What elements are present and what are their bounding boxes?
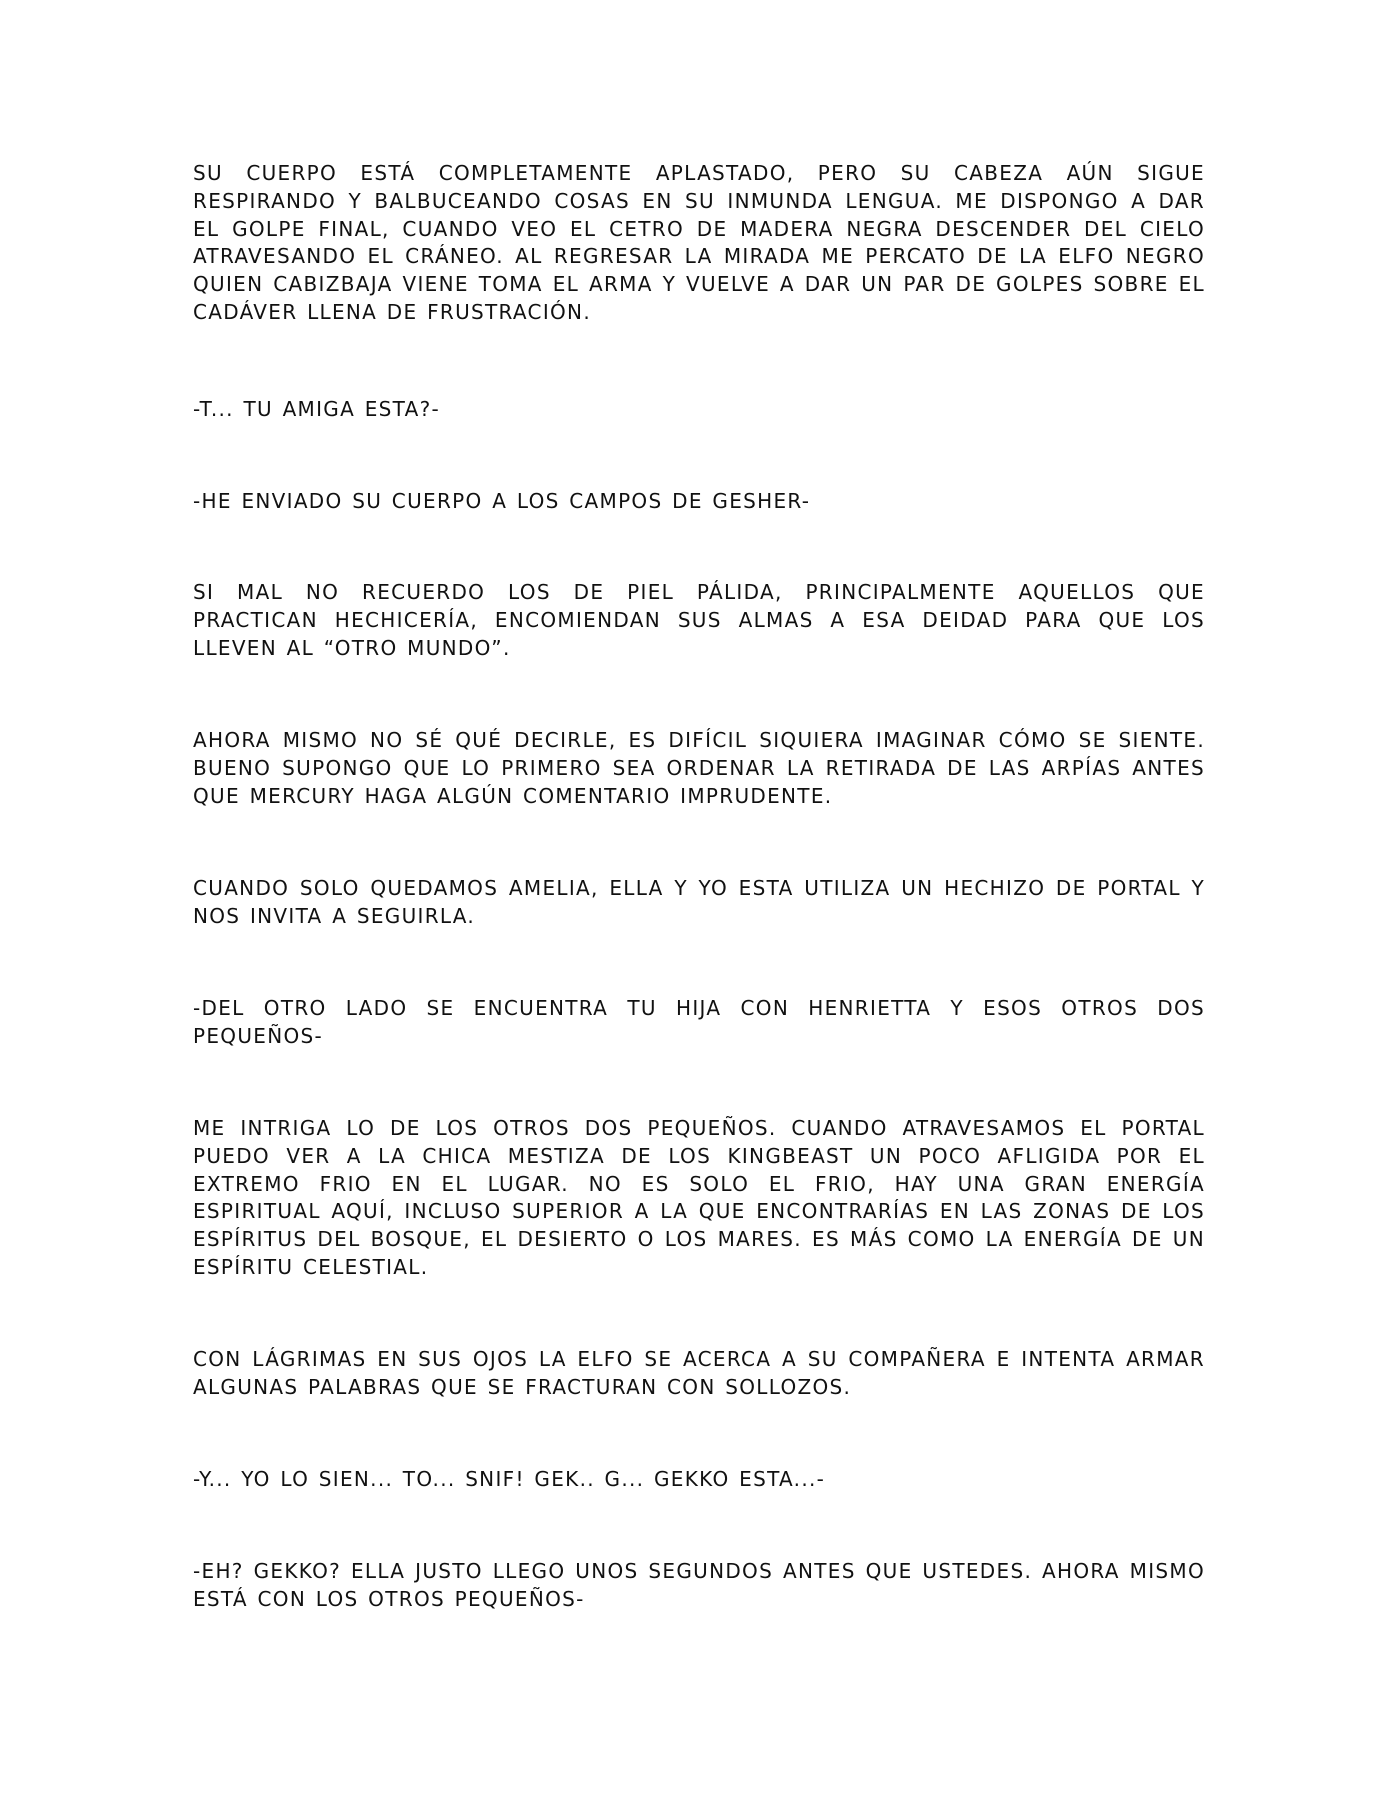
paragraph-narration-2: SI MAL NO RECUERDO LOS DE PIEL PÁLIDA, PRINCIPALMENTE AQUELLOS QUE PRACTICAN HECHICERÍA, ENCOMIENDAN SUS ALMAS A ESA DEIDAD PARA QUE LOS LLEVEN AL “OTRO MUNDO”. [193,580,1205,660]
paragraph-narration-4: CUANDO SOLO QUEDAMOS AMELIA, ELLA Y YO ESTA UTILIZA UN HECHIZO DE PORTAL Y NOS INVITA A SEGUIRLA. [193,876,1205,928]
paragraph-dialogue-4: -Y... YO LO SIEN... TO... SNIF! GEK.. G... GEKKO ESTA...- [193,1467,826,1491]
paragraph-narration-6: CON LÁGRIMAS EN SUS OJOS LA ELFO SE ACERCA A SU COMPAÑERA E INTENTA ARMAR ALGUNAS PALABRAS QUE SE FRACTURAN CON SOLLOZOS. [193,1347,1205,1399]
paragraph-dialogue-2: -HE ENVIADO SU CUERPO A LOS CAMPOS DE GESHER- [193,489,811,513]
paragraph-dialogue-3: -DEL OTRO LADO SE ENCUENTRA TU HIJA CON HENRIETTA Y ESOS OTROS DOS PEQUEÑOS- [193,996,1205,1048]
paragraph-narration-5: ME INTRIGA LO DE LOS OTROS DOS PEQUEÑOS. CUANDO ATRAVESAMOS EL PORTAL PUEDO VER A LA CHICA MESTIZA DE LOS KINGBEAST UN POCO AFLIGIDA POR EL EXTREMO FRIO EN EL LUGAR. NO ES SOLO EL FRIO, HAY UNA GRAN ENERGÍA ESPIRITUAL AQUÍ, INCLUSO SUPERIOR A LA QUE ENCONTRARÍAS EN LAS ZONAS DE LOS ESPÍRITUS DEL BOSQUE, EL DESIERTO O LOS MARES. ES MÁS COMO LA ENERGÍA DE UN ESPÍRITU CELESTIAL. [193,1116,1205,1279]
paragraph-dialogue-5: -EH? GEKKO? ELLA JUSTO LLEGO UNOS SEGUNDOS ANTES QUE USTEDES. AHORA MISMO ESTÁ CON LOS OTROS PEQUEÑOS- [193,1559,1205,1611]
paragraph-narration-1: SU CUERPO ESTÁ COMPLETAMENTE APLASTADO, PERO SU CABEZA AÚN SIGUE RESPIRANDO Y BALBUCEANDO COSAS EN SU INMUNDA LENGUA. ME DISPONGO A DAR EL GOLPE FINAL, CUANDO VEO EL CETRO DE MADERA NEGRA DESCENDER DEL CIELO ATRAVESANDO EL CRÁNEO. AL REGRESAR LA MIRADA ME PERCATO DE LA ELFO NEGRO QUIEN CABIZBAJA VIENE TOMA EL ARMA Y VUELVE A DAR UN PAR DE GOLPES SOBRE EL CADÁVER LLENA DE FRUSTRACIÓN. [193,161,1205,324]
paragraph-dialogue-1: -T... TU AMIGA ESTA?- [193,397,441,421]
paragraph-narration-3: AHORA MISMO NO SÉ QUÉ DECIRLE, ES DIFÍCIL SIQUIERA IMAGINAR CÓMO SE SIENTE. BUENO SUPONGO QUE LO PRIMERO SEA ORDENAR LA RETIRADA DE LAS ARPÍAS ANTES QUE MERCURY HAGA ALGÚN COMENTARIO IMPRUDENTE. [193,728,1205,808]
